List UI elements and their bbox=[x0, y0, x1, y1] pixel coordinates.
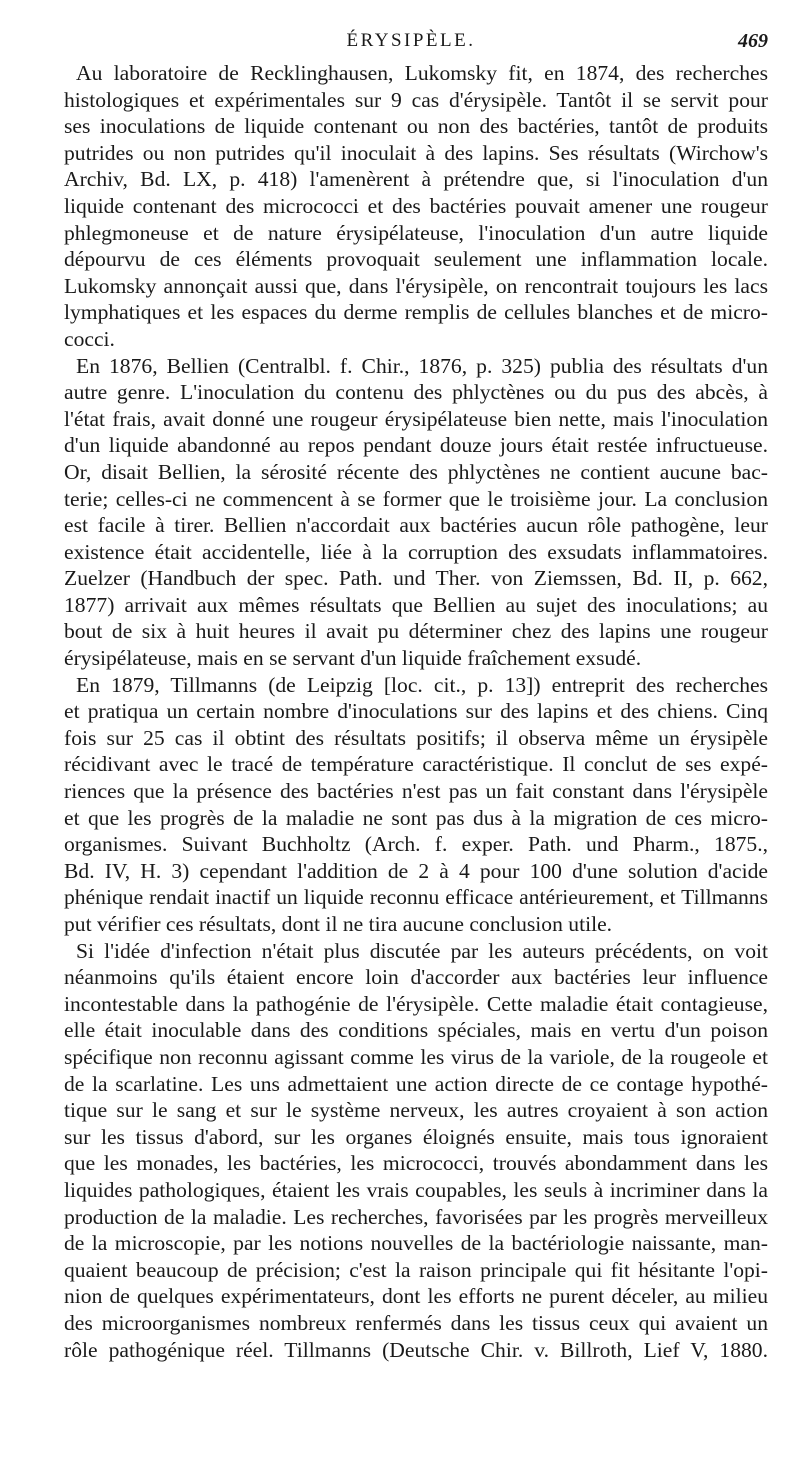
text-line: autre genre. L'inoculation du contenu des phlyctènes ou du pus des abcès, à bbox=[64, 380, 768, 405]
text-line: de la scarlatine. Les uns admettaient une action directe de ce contage hypothé- bbox=[64, 1071, 768, 1096]
text-line: cocci. bbox=[64, 326, 115, 351]
text-line: tique sur le sang et sur le système nerveux, les autres croyaient à son action bbox=[64, 1098, 768, 1123]
text-line: histologiques et expérimentales sur 9 cas d'érysipèle. Tantôt il se servit pour bbox=[64, 87, 768, 112]
text-line: de la microscopie, par les notions nouvelles de la bactériologie naissante, man- bbox=[64, 1231, 768, 1256]
running-head bbox=[52, 27, 770, 55]
text-line: sur les tissus d'abord, sur les organes éloignés ensuite, mais tous ignoraient bbox=[64, 1124, 768, 1149]
text-line: ses inoculations de liquide contenant ou non des bactéries, tantôt de produits bbox=[64, 114, 768, 139]
text-line: spécifique non reconnu agissant comme les virus de la variole, de la rougeole et bbox=[64, 1044, 768, 1069]
text-line: fois sur 25 cas il obtint des résultats positifs; il observa même un érysipèle bbox=[64, 725, 768, 750]
text-line: Archiv, Bd. LX, p. 418) l'amenèrent à prétendre que, si l'inoculation d'un bbox=[64, 167, 768, 192]
text-line: quaient beaucoup de précision; c'est la raison principale qui fit hésitante l'opi- bbox=[64, 1257, 768, 1282]
text-line: liquides pathologiques, étaient les vrais coupables, les seuls à incriminer dans la bbox=[64, 1177, 768, 1202]
text-line: putrides ou non putrides qu'il inoculait à des lapins. Ses résultats (Wirchow's bbox=[64, 140, 768, 165]
text-line: rôle pathogénique réel. Tillmanns (Deutsche Chir. v. Billroth, Lief V, 1880. bbox=[64, 1337, 768, 1362]
text-line: lymphatiques et les espaces du derme remplis de cellules blanches et de micro- bbox=[64, 300, 768, 325]
text-line: existence était accidentelle, liée à la corruption des exsudats inflammatoires. bbox=[64, 539, 768, 564]
text-line: Or, disait Bellien, la sérosité récente des phlyctènes ne contient aucune bac- bbox=[64, 459, 768, 484]
text-line: Si l'idée d'infection n'était plus discutée par les auteurs précédents, on voit bbox=[76, 938, 768, 963]
text-line: nion de quelques expérimentateurs, dont les efforts ne purent déceler, au milieu bbox=[64, 1284, 768, 1309]
text-line: l'état frais, avait donné une rougeur érysipélateuse bien nette, mais l'inoculation bbox=[64, 406, 768, 431]
text-line: récidivant avec le tracé de température caractéristique. Il conclut de ses expé- bbox=[64, 752, 768, 777]
text-line: put vérifier ces résultats, dont il ne tira aucune conclusion utile. bbox=[64, 912, 613, 936]
text-line: Zuelzer (Handbuch der spec. Path. und Ther. von Ziemssen, Bd. II, p. 662, bbox=[64, 566, 768, 591]
body-text bbox=[52, 60, 768, 1363]
text-line: En 1879, Tillmanns (de Leipzig [loc. cit., p. 13]) entreprit des recherches bbox=[76, 672, 768, 697]
text-line: riences que la présence des bactéries n'est pas un fait constant dans l'érysipèle bbox=[64, 779, 768, 804]
text-line: bout de six à huit heures il avait pu déterminer chez des lapins une rougeur bbox=[64, 619, 768, 644]
text-line: Lukomsky annonçait aussi que, dans l'érysipèle, on rencontrait toujours les lacs bbox=[64, 273, 768, 298]
text-line: En 1876, Bellien (Centralbl. f. Chir., 1876, p. 325) publia des résultats d'un bbox=[76, 353, 768, 378]
paragraph-1 bbox=[52, 60, 768, 353]
running-title: ÉRYSIPÈLE. bbox=[346, 30, 476, 51]
text-line: érysipélateuse, mais en se servant d'un liquide fraîchement exsudé. bbox=[64, 646, 642, 671]
text-line: et pratiqua un certain nombre d'inoculations sur des lapins et des chiens. Cinq bbox=[64, 699, 768, 724]
text-line: phénique rendait inactif un liquide reconnu efficace antérieurement, et Tillmanns bbox=[64, 885, 768, 910]
page-number: 469 bbox=[738, 30, 768, 52]
text-line: incontestable dans la pathogénie de l'érysipèle. Cette maladie était contagieuse, bbox=[64, 991, 768, 1016]
paragraph-3 bbox=[52, 672, 768, 938]
text-line: 1877) arrivait aux mêmes résultats que Bellien au sujet des inoculations; au bbox=[64, 592, 768, 617]
text-line: elle était inoculable dans des conditions spéciales, mais en vertu d'un poison bbox=[64, 1018, 768, 1043]
text-line: production de la maladie. Les recherches, favorisées par les progrès merveilleux bbox=[64, 1204, 768, 1229]
text-line: terie; celles-ci ne commencent à se former que le troisième jour. La conclusion bbox=[64, 486, 768, 511]
text-line: et que les progrès de la maladie ne sont pas dus à la migration de ces micro- bbox=[64, 805, 768, 830]
text-line: que les monades, les bactéries, les micrococci, trouvés abondamment dans les bbox=[64, 1151, 768, 1176]
text-line: des microorganismes nombreux renfermés dans les tissus ceux qui avaient un bbox=[64, 1310, 768, 1335]
text-line: Au laboratoire de Recklinghausen, Lukomsky fit, en 1874, des recherches bbox=[76, 61, 768, 85]
text-line: d'un liquide abandonné au repos pendant douze jours était restée infructueuse. bbox=[64, 433, 768, 458]
text-line: dépourvu de ces éléments provoquait seulement une inflammation locale. bbox=[64, 247, 768, 272]
paragraph-4 bbox=[52, 938, 768, 1364]
text-line: liquide contenant des micrococci et des bactéries pouvait amener une rougeur bbox=[64, 193, 768, 218]
text-line: phlegmoneuse et de nature érysipélateuse, l'inoculation d'un autre liquide bbox=[64, 220, 768, 245]
text-line: Bd. IV, H. 3) cependant l'addition de 2 à 4 pour 100 d'une solution d'acide bbox=[64, 858, 768, 883]
text-line: est facile à tirer. Bellien n'accordait aux bactéries aucun rôle pathogène, leur bbox=[64, 513, 768, 538]
text-line: organismes. Suivant Buchholtz (Arch. f. exper. Path. und Pharm., 1875., bbox=[64, 832, 768, 857]
text-line: néanmoins qu'ils étaient encore loin d'accorder aux bactéries leur influence bbox=[64, 965, 768, 990]
paragraph-2 bbox=[52, 353, 768, 672]
